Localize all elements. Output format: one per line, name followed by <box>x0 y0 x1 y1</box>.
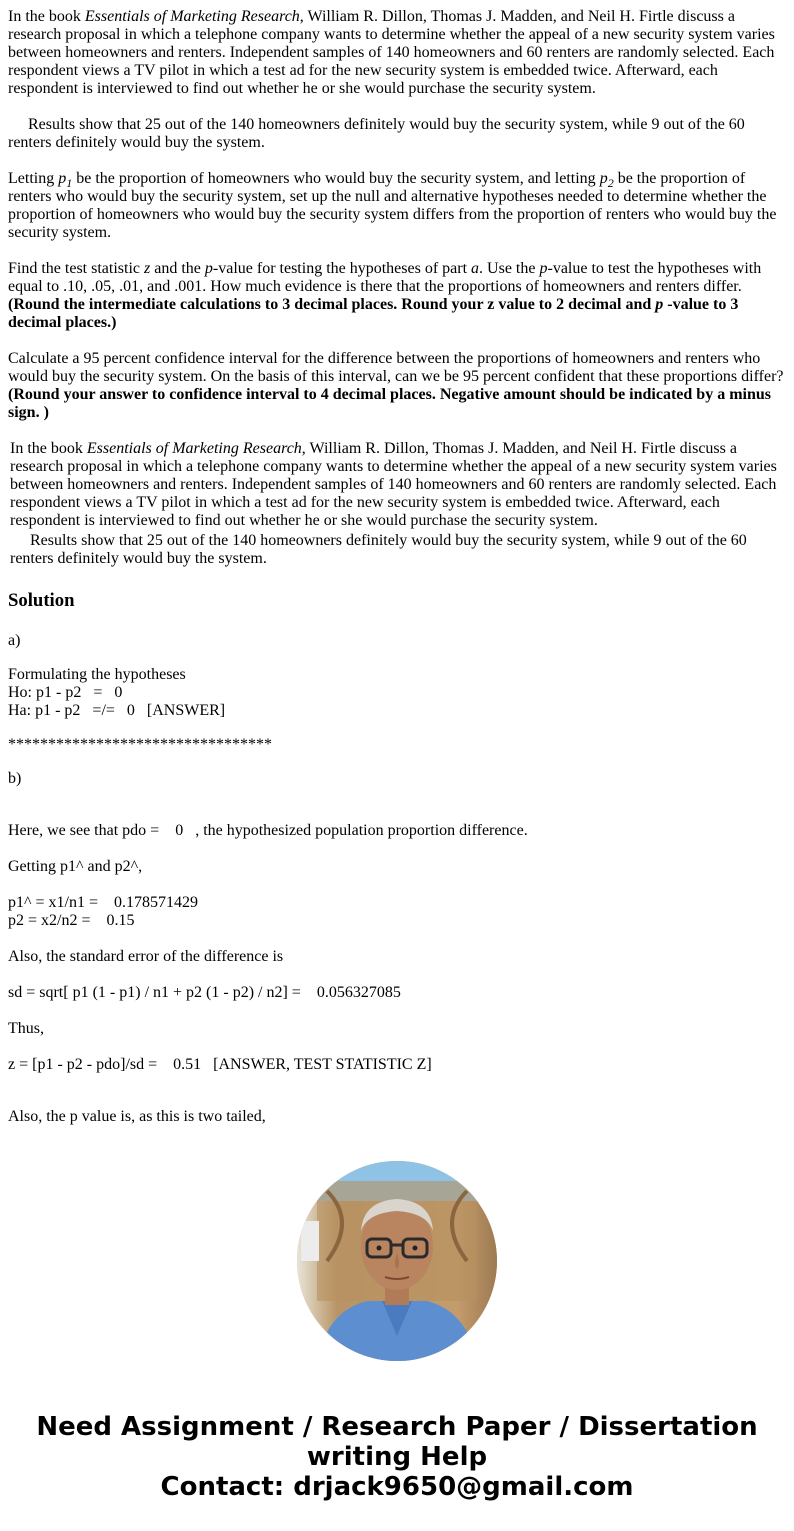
book-title: Essentials of Marketing Research <box>84 8 300 25</box>
formulating-label: Formulating the hypotheses <box>8 666 186 683</box>
promo-contact: Contact: drjack9650@gmail.com <box>160 1472 634 1502</box>
repeat-pre: In the book <box>10 440 87 457</box>
question-part-c <box>8 350 786 422</box>
var-p: p <box>655 296 664 313</box>
alt-hypothesis: Ha: p1 - p2 =/= 0 [ANSWER] <box>8 702 226 719</box>
part-b-text-3: -value for testing the hypotheses of part <box>212 260 472 277</box>
author-photo <box>297 1161 497 1361</box>
var-p: p <box>204 260 213 277</box>
solution-part-b-label: b) <box>8 770 22 787</box>
null-hypothesis: Ho: p1 - p2 = 0 <box>8 684 123 701</box>
part-a-text-3: be the proportion of renters who would buy the security system, set up the null and alternative hypotheses needed to determine whether the proportion of homeowners who would buy the security system differs from the proportion of renters who would buy the security system. <box>8 170 777 241</box>
part-b-text-5: -value to test the hypotheses with equal to .10, .05, .01, and .001. How much evidence is there that the proportions of homeowners and renters differ. <box>8 260 762 295</box>
question-part-b <box>8 260 786 332</box>
promo-line-1: Need Assignment / Research Paper / Dissertation <box>36 1412 758 1442</box>
part-c-text: Calculate a 95 percent confidence interval for the difference between the proportions of homeowners and renters who would buy the security system. On the basis of this interval, can we be 95 percent confident that these proportions differ? <box>8 350 784 385</box>
var-z: z <box>144 260 151 277</box>
solution-heading: Solution <box>8 590 75 611</box>
part-b-text-2: and the <box>150 260 205 277</box>
separator-stars: ********************************* <box>8 736 272 753</box>
z-line: z = [p1 - p2 - pdo]/sd = 0.51 [ANSWER, TEST STATISTIC Z] <box>8 1056 432 1073</box>
solution-part-a-label: a) <box>8 632 21 649</box>
promo-line-2: writing Help <box>306 1442 488 1472</box>
intro-text-post: , William R. Dillon, Thomas J. Madden, and Neil H. Firtle discuss a research proposal in which a telephone company wants to determine whether the appeal of a new security system varies between homeowners and renters. Independent samples of 140 homeowners and 60 renters are randomly selected. Each respondent views a TV pilot in which a test ad for the new security system is embedded twice. Afterward, each respondent is interviewed to find out whether he or she would purchase the security system. <box>8 8 775 97</box>
promo-banner <box>0 1412 794 1502</box>
repeat-post: , William R. Dillon, Thomas J. Madden, and Neil H. Firtle discuss a research proposal in which a telephone company wants to determine whether the appeal of a new security system varies between homeowners and renters. Independent samples of 140 homeowners and 60 renters are randomly selected. Each respondent views a TV pilot in which a test ad for the new security system is embedded twice. Afterward, each respondent is interviewed to find out whether he or she would purchase the security system. <box>10 440 777 529</box>
std-error-label: Also, the standard error of the difference is <box>8 948 284 965</box>
var-p: p <box>539 260 548 277</box>
repeat-results <box>10 532 784 568</box>
results-text: Results show that 25 out of the 140 homeowners definitely would buy the security system, while 9 out of the 60 renters definitely would buy the system. <box>8 116 745 151</box>
question-repeat-box <box>8 438 786 568</box>
rounding-note <box>8 296 738 331</box>
getting-line: Getting p1^ and p2^, <box>8 858 143 875</box>
pdo-line: Here, we see that pdo = 0 , the hypothesized population proportion difference. <box>8 822 528 839</box>
intro-text-pre: In the book <box>8 8 85 25</box>
p2hat-line: p2 = x2/n2 = 0.15 <box>8 912 135 929</box>
part-b-text-4: . Use the <box>479 260 540 277</box>
var-p: p <box>599 170 608 187</box>
question-part-a <box>8 170 786 242</box>
repeat-results-text: Results show that 25 out of the 140 homeowners definitely would buy the security system, while 9 out of the 60 renters definitely would buy the system. <box>10 532 747 567</box>
p-value-line: Also, the p value is, as this is two tailed, <box>8 1108 266 1125</box>
part-b-text-1: Find the test statistic <box>8 260 144 277</box>
repeat-intro <box>10 440 784 530</box>
author-avatar <box>297 1161 497 1361</box>
p1hat-line: p1^ = x1/n1 = 0.178571429 <box>8 894 198 911</box>
page-content <box>0 8 794 1126</box>
part-a-text-2: be the proportion of homeowners who would buy the security system, and letting <box>72 170 600 187</box>
part-c-note: (Round your answer to confidence interval to 4 decimal places. Negative amount should be indicated by a minus sign. ) <box>8 386 771 421</box>
question-intro <box>8 8 786 98</box>
sub-2: 2 <box>607 176 614 191</box>
rounding-note-a: (Round the intermediate calculations to 3 decimal places. Round your z value to 2 decimal and <box>8 296 656 313</box>
thus-line: Thus, <box>8 1020 44 1037</box>
part-a-text-1: Letting <box>8 170 59 187</box>
rounding-note-b: -value to 3 decimal places.) <box>8 296 739 331</box>
var-p: p <box>58 170 67 187</box>
var-a: a <box>471 260 480 277</box>
book-title: Essentials of Marketing Research <box>86 440 302 457</box>
sd-line: sd = sqrt[ p1 (1 - p1) / n1 + p2 (1 - p2) / n2] = 0.056327085 <box>8 984 401 1001</box>
sub-1: 1 <box>66 176 73 191</box>
question-results <box>8 116 786 152</box>
